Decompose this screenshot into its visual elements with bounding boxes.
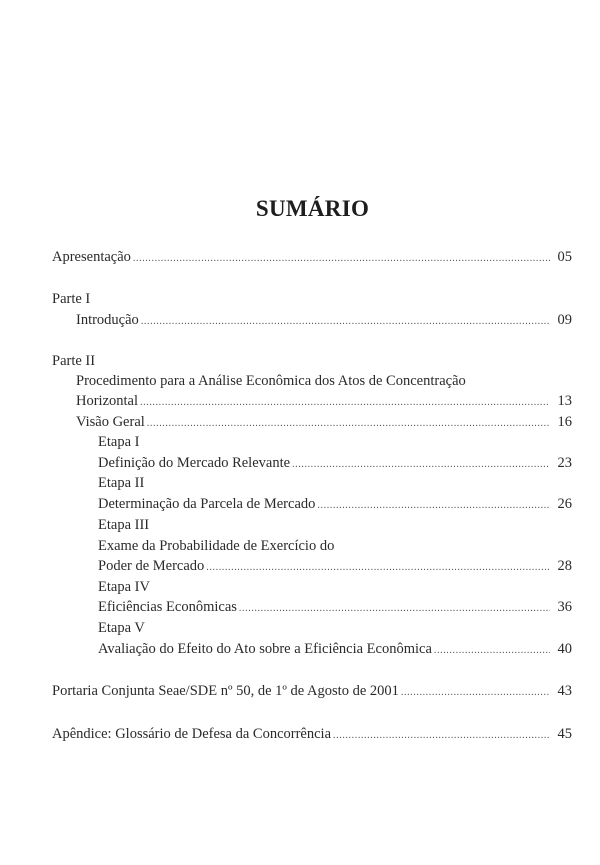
toc-entry-text: Poder de Mercado (98, 558, 205, 574)
toc-entry-procedimento[interactable] (76, 392, 572, 412)
toc-entry-exame-line1: Exame da Probabilidade de Exercício do (98, 538, 335, 554)
toc-leader-dots (434, 642, 550, 660)
toc-entry-text: Definição do Mercado Relevante (98, 455, 291, 471)
toc-leader-dots (401, 684, 550, 702)
toc-entry-introducao[interactable] (76, 311, 572, 331)
toc-leader-dots (206, 559, 550, 577)
toc-entry-text: Apêndice: Glossário de Defesa da Concorrência (52, 726, 332, 742)
toc-entry-text: Eficiências Econômicas (98, 599, 237, 615)
toc-page-number: 43 (557, 683, 572, 699)
toc-subsection-etapa-3: Etapa III (98, 517, 150, 533)
toc-leader-dots (317, 497, 550, 515)
toc-page-number: 16 (557, 414, 572, 430)
toc-leader-dots (133, 250, 550, 268)
toc-entry-text: Avaliação do Efeito do Ato sobre a Eficiência Econômica (98, 641, 432, 657)
toc-entry-procedimento-line1: Procedimento para a Análise Econômica dos Atos de Concentração (76, 373, 466, 389)
toc-entry-text: Visão Geral (76, 414, 145, 430)
toc-subsection-etapa-2: Etapa II (98, 475, 145, 491)
toc-leader-dots (292, 456, 550, 474)
toc-entry-avaliacao[interactable] (98, 640, 572, 660)
toc-entry-definicao[interactable] (98, 454, 572, 474)
toc-entry-apendice[interactable] (52, 725, 572, 745)
page-title: SUMÁRIO (255, 196, 370, 221)
toc-entry-exame[interactable] (98, 557, 572, 577)
toc-subsection-etapa-1: Etapa I (98, 434, 140, 450)
toc-page-number: 36 (557, 599, 572, 615)
toc-entry-text: Apresentação (52, 249, 131, 265)
toc-entry-eficiencias[interactable] (98, 598, 572, 618)
toc-entry-apresentacao[interactable] (52, 248, 572, 268)
toc-section-parte-2: Parte II (52, 353, 96, 369)
toc-page-number: 26 (557, 496, 572, 512)
toc-page-number: 05 (557, 249, 572, 265)
toc-entry-text: Horizontal (76, 393, 139, 409)
toc-page-number: 28 (557, 558, 572, 574)
toc-leader-dots (141, 313, 550, 331)
toc-entry-text: Introdução (76, 312, 139, 328)
toc-subsection-etapa-5: Etapa V (98, 620, 145, 636)
toc-page-number: 40 (557, 641, 572, 657)
toc-leader-dots (140, 394, 550, 412)
toc-subsection-etapa-4: Etapa IV (98, 579, 150, 595)
toc-leader-dots (147, 415, 550, 433)
toc-entry-text: Portaria Conjunta Seae/SDE nº 50, de 1º de Agosto de 2001 (52, 683, 399, 699)
toc-page-number: 45 (557, 726, 572, 742)
toc-entry-visao-geral[interactable] (76, 413, 572, 433)
toc-leader-dots (333, 727, 550, 745)
toc-section-parte-1: Parte I (52, 291, 91, 307)
toc-page-number: 13 (557, 393, 572, 409)
toc-leader-dots (239, 600, 550, 618)
toc-entry-portaria[interactable] (52, 682, 572, 702)
toc-entry-determinacao[interactable] (98, 495, 572, 515)
toc-page-number: 23 (557, 455, 572, 471)
toc-entry-text: Determinação da Parcela de Mercado (98, 496, 316, 512)
toc-page-number: 09 (557, 312, 572, 328)
